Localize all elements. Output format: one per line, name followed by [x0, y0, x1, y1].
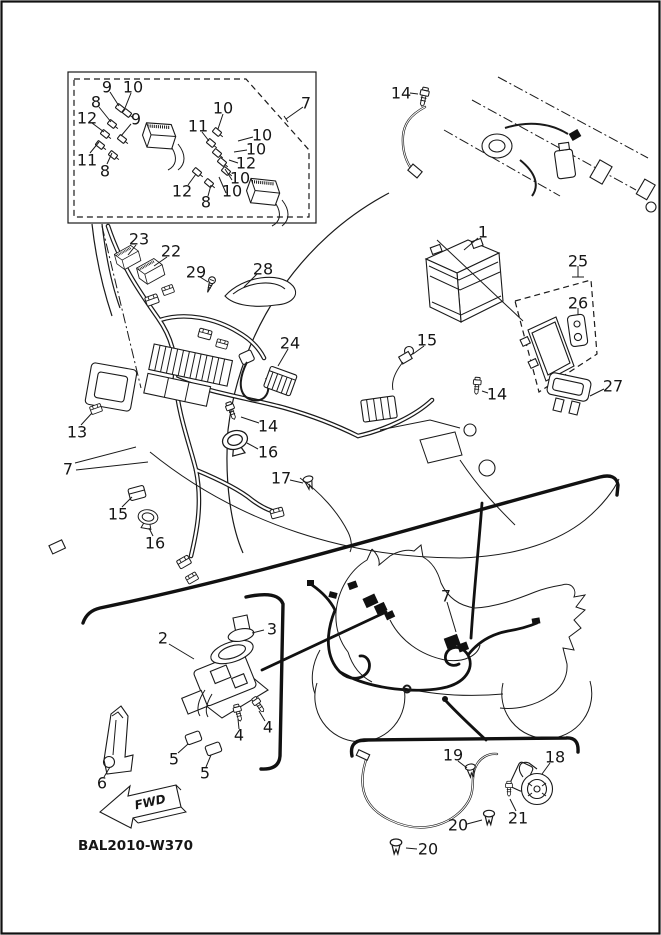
bolt-14 — [418, 87, 430, 107]
horn-group — [352, 738, 579, 859]
condenser — [554, 149, 576, 179]
callout-label: 15 — [107, 504, 129, 524]
callout-label: 14 — [390, 83, 412, 103]
battery — [426, 223, 503, 323]
callout-label: 22 — [160, 241, 182, 261]
callout-label: 23 — [128, 229, 150, 249]
bracket-6 — [104, 706, 134, 774]
ground-lead — [403, 107, 425, 171]
callout-label: 12 — [235, 153, 257, 173]
connector-detail-box — [68, 72, 316, 226]
fuse-5 — [185, 731, 203, 746]
callout-label: 10 — [122, 77, 144, 97]
wire-harness-main — [63, 224, 619, 584]
callout-label: 10 — [221, 181, 243, 201]
fuse-5 — [205, 742, 223, 757]
clip-17 — [302, 475, 315, 490]
frame-bracket — [590, 160, 612, 184]
callout-label: 16 — [144, 533, 166, 553]
bolt-4 — [250, 696, 266, 714]
relay-cap-3 — [227, 615, 255, 644]
callout-label: 7 — [300, 93, 312, 113]
callout-label: 7 — [440, 586, 452, 606]
swingarm-curve — [150, 452, 619, 558]
fwd-label: FWD — [133, 791, 167, 813]
callout-label: 11 — [187, 116, 209, 136]
callout-label: 26 — [567, 293, 589, 313]
callout-label: 20 — [417, 839, 439, 859]
callout-label: 16 — [257, 442, 279, 462]
clip-20 — [484, 810, 495, 824]
clamp-16-right — [220, 428, 251, 458]
callout-label: 10 — [212, 98, 234, 118]
engine-sketch — [380, 420, 515, 525]
clip-20 — [390, 839, 402, 854]
motorcycle-overview — [307, 545, 592, 742]
callout-label: 15 — [416, 330, 438, 350]
callout-label: 4 — [233, 725, 245, 745]
bracket-27 — [546, 372, 592, 415]
callout-label: 7 — [62, 459, 74, 479]
callout-label: 5 — [168, 749, 180, 769]
fwd-arrow — [100, 785, 186, 828]
sub-lead-24 — [238, 334, 300, 401]
callout-label: 8 — [99, 161, 111, 181]
callout-label: 14 — [486, 384, 508, 404]
callout-label: 8 — [200, 192, 212, 212]
callout-label: 20 — [447, 815, 469, 835]
callout-label: 12 — [76, 108, 98, 128]
callout-label: 19 — [442, 745, 464, 765]
callout-label: 27 — [602, 376, 624, 396]
callout-label: 1 — [477, 222, 489, 242]
relay-assembly-box — [97, 595, 283, 793]
relay-bracket — [85, 362, 138, 411]
diagram-code: BAL2010-W370 — [78, 838, 193, 854]
callout-label: 13 — [66, 422, 88, 442]
callout-label: 2 — [157, 628, 169, 648]
coupler-blob — [569, 129, 582, 141]
callout-label: 29 — [185, 262, 207, 282]
callout-label: 24 — [279, 333, 301, 353]
callout-label: 14 — [257, 416, 279, 436]
clamp-16-left — [136, 508, 159, 530]
callout-label: 3 — [266, 619, 278, 639]
bolt-14-right — [472, 377, 481, 395]
callout-label: 5 — [199, 763, 211, 783]
callout-label: 10 — [251, 125, 273, 145]
cable-tip — [356, 750, 369, 761]
grommet-26 — [567, 314, 588, 347]
callout-label: 21 — [507, 808, 529, 828]
callout-label: 10 — [245, 139, 267, 159]
callout-label: 11 — [76, 150, 98, 170]
frame-bracket — [636, 179, 655, 200]
callout-label: 9 — [130, 109, 142, 129]
callout-label: 8 — [90, 92, 102, 112]
ignition-coil — [482, 134, 512, 158]
callout-label: 25 — [567, 251, 589, 271]
moto-harness-route — [307, 580, 540, 702]
battery-lead-15 — [392, 347, 413, 391]
bolt-21 — [506, 781, 513, 796]
fuse-box — [144, 344, 233, 410]
rear-frame-section — [227, 77, 656, 553]
callout-label: 4 — [262, 717, 274, 737]
callout-label: 28 — [252, 259, 274, 279]
callout-label: 17 — [270, 468, 292, 488]
callout-label: 9 — [101, 77, 113, 97]
callout-label: 18 — [544, 747, 566, 767]
callout-label: 6 — [96, 773, 108, 793]
callout-label: 10 — [229, 168, 251, 188]
rectifier — [361, 396, 398, 423]
callout-label: 12 — [171, 181, 193, 201]
